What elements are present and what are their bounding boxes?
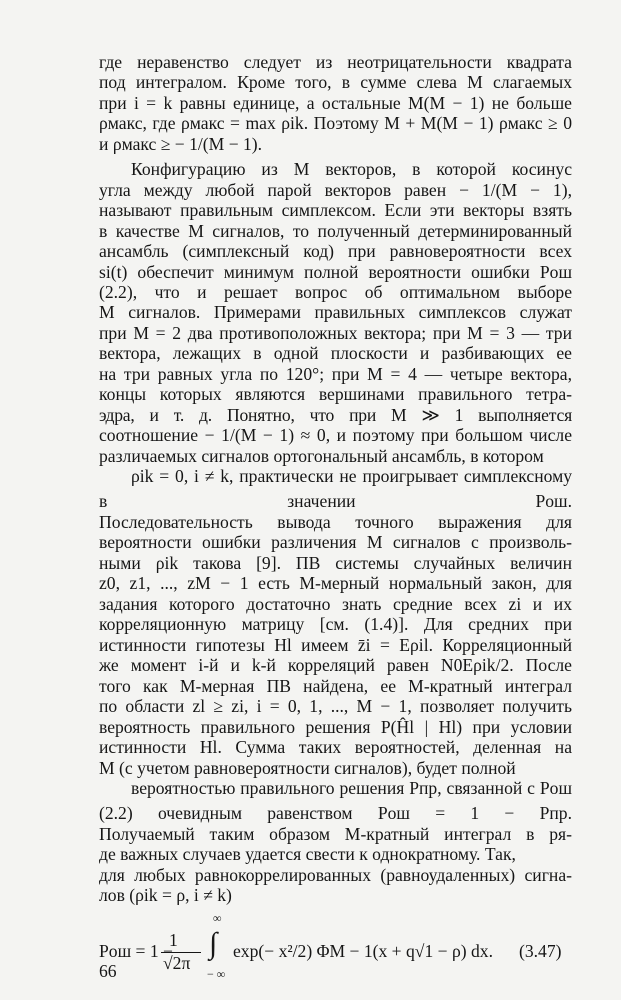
text-line: ρik = 0, i ≠ k, практически не проигрывает симплексному	[131, 466, 572, 487]
integral-sign: ∫	[209, 927, 218, 961]
text-line: концы которых являются вершинами правильного тетра-	[99, 384, 572, 405]
text-line: Получаемый таким образом M-кратный интеграл в ря-	[99, 823, 572, 844]
text-line: z0, z1, ..., zM − 1 есть M-мерный нормальный закон, для	[99, 573, 572, 594]
text-line: же момент i-й и k-й корреляций равен N0Eρik/2. После	[99, 655, 572, 676]
text-line: ρмакс, где ρмакс = max ρik. Поэтому M + M(M − 1) ρмакс ≥ 0	[99, 113, 572, 134]
text-line: истинности Hl. Сумма таких вероятностей, деленная на	[99, 737, 572, 758]
text-line: под интегралом. Кроме того, в сумме слева M слагаемых	[99, 72, 572, 93]
text-line: ансамбль (симплексный код) при равновероятности всех	[99, 241, 572, 261]
text-line: (2.2), что и решает вопрос об оптимальном выборе	[99, 281, 572, 302]
equation-denominator: √2π	[163, 953, 191, 974]
lower-limit: − ∞	[207, 967, 226, 982]
text-line: M (с учетом равновероятности сигналов), будет полной	[99, 757, 516, 778]
text-line: соотношение − 1/(M − 1) ≈ 0, и поэтому при большом числе	[99, 425, 572, 446]
text-line: угла между любой парой векторов равен − 1/(M − 1),	[99, 179, 572, 200]
text-line: в значении Pош.	[99, 491, 572, 512]
text-line: вероятность правильного решения P(Ĥl | Hl) при условии	[99, 716, 572, 737]
text-line: того как M-мерная ПВ найдена, ее M-кратный интеграл	[99, 675, 572, 696]
text-line: де важных случаев удается свести к однократному. Так,	[99, 844, 516, 865]
text-line: (2.2) очевидным равенством Pош = 1 − Pпр.	[99, 803, 572, 824]
equation-number: (3.47)	[519, 941, 562, 962]
text-line: Последовательность вывода точного выражения для	[99, 511, 572, 532]
equation-numerator: 1	[169, 930, 178, 951]
text-line: при M = 2 два противоположных вектора; при M = 3 — три	[99, 322, 572, 343]
text-line: при i = k равны единице, а остальные M(M − 1) не больше	[99, 92, 572, 113]
text-line: различаемых сигналов ортогональный ансамбль, в котором	[99, 445, 544, 466]
text-line: вектора, лежащих в одной плоскости и разбивающих ее	[99, 343, 572, 364]
text-line: вероятностью правильного решения Pпр, связанной с Pош	[131, 778, 572, 799]
text-line: в качестве M сигналов, то полученный детерминированный	[99, 220, 572, 241]
page-number: 66	[99, 960, 117, 981]
text-line: по области zl ≥ zi, i = 0, 1, ..., M − 1, позволяет получить	[99, 696, 572, 717]
text-line: вероятности ошибки различения M сигналов с произволь-	[99, 532, 572, 553]
text-line: корреляционную матрицу [см. (1.4)]. Для средних при	[99, 614, 572, 635]
equation-rhs: exp(− x²/2) ΦM − 1(x + q√1 − ρ) dx.	[233, 941, 493, 962]
text-line: эдра, и т. д. Понятно, что при M ≫ 1 выполняется	[99, 404, 572, 425]
text-line: для любых равнокоррелированных (равноудаленных) сигна-	[99, 864, 572, 885]
text-line: и ρмакс ≥ − 1/(M − 1).	[99, 133, 263, 154]
text-line: ными ρik такова [9]. ПВ системы случайных величин	[99, 552, 572, 573]
text-line: si(t) обеспечит минимум полной вероятности ошибки Pош	[99, 261, 572, 282]
text-line: лов (ρik = ρ, i ≠ k)	[99, 885, 232, 906]
text-line: M сигналов. Примерами правильных симплексов служат	[99, 302, 572, 323]
text-line: на три равных угла по 120°; при M = 4 — четыре вектора,	[99, 363, 572, 384]
text-line: истинности гипотезы Hl имеем z̄i = Eρil. Корреляционный	[99, 634, 572, 655]
equation-lhs: Pош = 1 −	[99, 941, 173, 962]
text-line: задания которого достаточно знать средние всех zi и их	[99, 593, 572, 614]
upper-limit: ∞	[213, 911, 222, 926]
text-line: где неравенство следует из неотрицательности квадрата	[99, 52, 572, 72]
text-line: называют правильным симплексом. Если эти векторы взять	[99, 200, 572, 221]
text-line: Конфигурацию из M векторов, в которой косинус	[131, 159, 572, 180]
